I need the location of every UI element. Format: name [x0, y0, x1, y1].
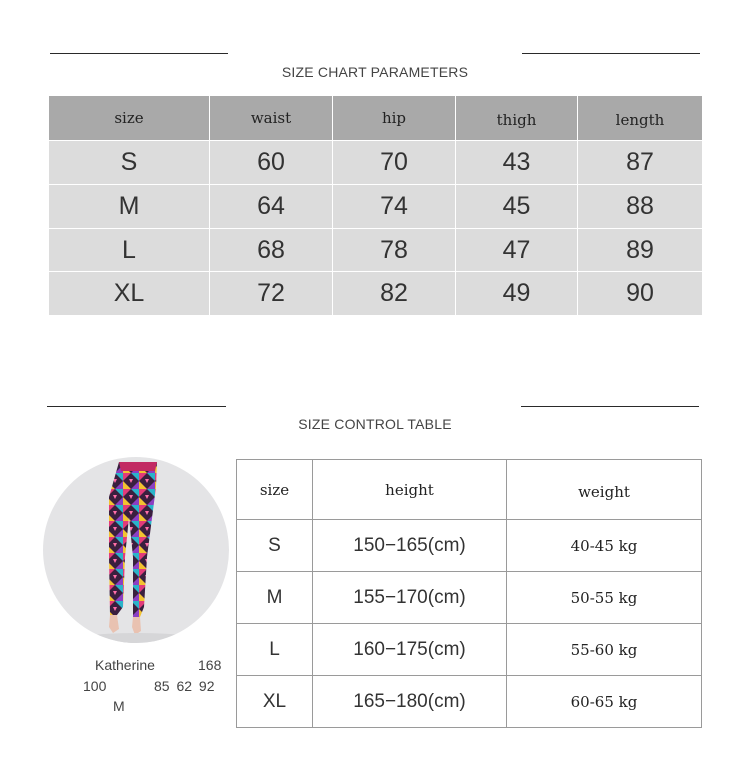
table-cell: M: [49, 185, 210, 229]
table-cell: 155−170(cm): [313, 572, 507, 624]
table-cell: XL: [49, 272, 210, 316]
size-control-title: SIZE CONTROL TABLE: [298, 416, 452, 432]
size-control-table: [236, 459, 702, 728]
table-cell: S: [237, 520, 313, 572]
header-cell: waist: [210, 96, 333, 141]
header-cell: hip: [333, 96, 456, 141]
model-height: 168: [198, 657, 222, 673]
table-cell: 60: [210, 141, 333, 185]
table-cell: 88: [578, 185, 702, 229]
header-cell: weight: [507, 460, 702, 520]
header-cell: size: [237, 460, 313, 520]
table-cell: M: [237, 572, 313, 624]
table-cell: 49: [456, 272, 578, 316]
model-name: Katherine: [95, 657, 155, 673]
table-cell: 87: [578, 141, 702, 185]
table-cell: S: [49, 141, 210, 185]
table-cell: 90: [578, 272, 702, 316]
table-cell: 43: [456, 141, 578, 185]
table-cell: 165−180(cm): [313, 676, 507, 728]
header-cell: length: [578, 96, 702, 141]
table-cell: 78: [333, 229, 456, 272]
table-cell: 60-65 kg: [507, 676, 702, 728]
table-header-row: [237, 460, 702, 520]
table-cell: 150−165(cm): [313, 520, 507, 572]
table-cell: 55-60 kg: [507, 624, 702, 676]
size-chart-title: SIZE CHART PARAMETERS: [281, 64, 469, 80]
table-cell: 50-55 kg: [507, 572, 702, 624]
model-weight: 100: [83, 678, 107, 694]
table-cell: 40-45 kg: [507, 520, 702, 572]
model-measurements: 85 62 92: [154, 678, 215, 694]
table-cell: 74: [333, 185, 456, 229]
table-cell: 160−175(cm): [313, 624, 507, 676]
table-cell: 64: [210, 185, 333, 229]
header-cell: thigh: [456, 96, 578, 141]
model-size: M: [113, 698, 125, 714]
table-cell: XL: [237, 676, 313, 728]
table-cell: 89: [578, 229, 702, 272]
divider-right-bottom: [521, 406, 699, 407]
table-cell: 47: [456, 229, 578, 272]
table-row: [237, 624, 702, 676]
header-cell: height: [313, 460, 507, 520]
table-cell: 45: [456, 185, 578, 229]
table-cell: 72: [210, 272, 333, 316]
table-row: [237, 520, 702, 572]
divider-left-bottom: [47, 406, 226, 407]
size-chart-table: [49, 96, 702, 316]
divider-left-top: [50, 53, 228, 54]
table-row: [237, 676, 702, 728]
model-legs-illustration: [43, 457, 229, 643]
table-cell: 82: [333, 272, 456, 316]
table-cell: L: [49, 229, 210, 272]
divider-right-top: [522, 53, 700, 54]
table-row: [237, 572, 702, 624]
model-photo: [43, 457, 229, 643]
table-cell: L: [237, 624, 313, 676]
header-cell: size: [49, 96, 210, 141]
table-cell: 70: [333, 141, 456, 185]
table-cell: 68: [210, 229, 333, 272]
